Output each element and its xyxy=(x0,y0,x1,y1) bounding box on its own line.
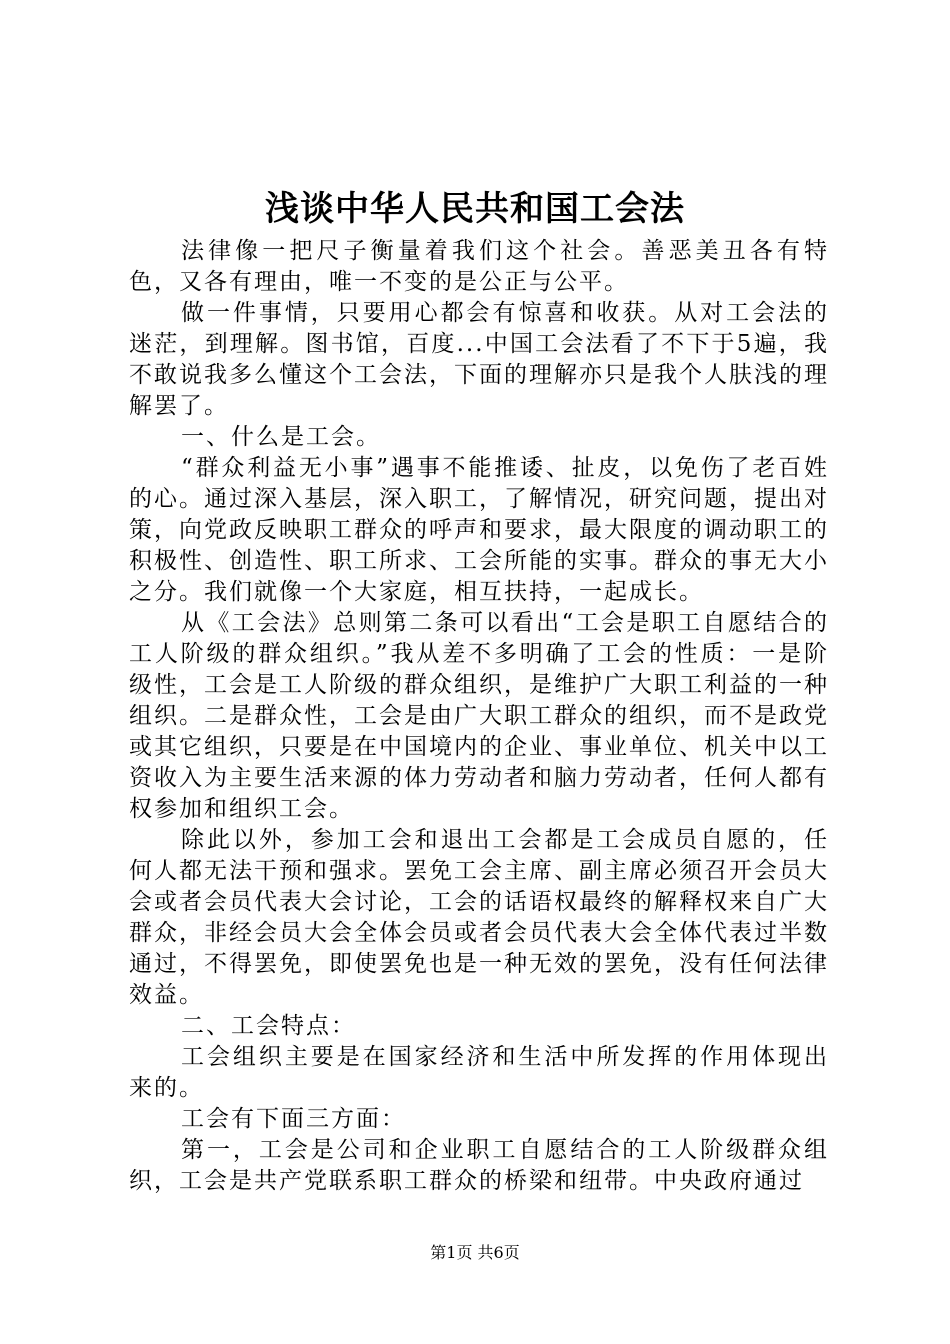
paragraph: 除此以外，参加工会和退出工会都是工会成员自愿的，任何人都无法干预和强求。罢免工会主席、副主席必须召开会员大会或者会员代表大会讨论，工会的话语权最终的解释权来自广大群众，非经会员大会全体会员或者会员代表大会全体代表过半数通过，不得罢免，即使罢免也是一种无效的罢免，没有任何法律效益。 xyxy=(129,827,829,1008)
paragraph: 工会有下面三方面： xyxy=(181,1106,406,1132)
paragraph: 法律像一把尺子衡量着我们这个社会。善恶美丑各有特色，又各有理由，唯一不变的是公正与公平。 xyxy=(129,238,829,295)
section-heading: 二、工会特点： xyxy=(181,1013,356,1039)
paragraph: 从《工会法》总则第二条可以看出“工会是职工自愿结合的工人阶级的群众组织。”我从差不多明确了工会的性质：一是阶级性，工会是工人阶级的群众组织，是维护广大职工利益的一种组织。二是群众性，工会是由广大职工群众的组织，而不是政党或其它组织，只要是在中国境内的企业、事业单位、机关中以工资收入为主要生活来源的体力劳动者和脑力劳动者，任何人都有权参加和组织工会。 xyxy=(129,610,829,822)
paragraph: 工会组织主要是在国家经济和生活中所发挥的作用体现出来的。 xyxy=(129,1044,829,1101)
page-footer: 第1页 共6页 xyxy=(430,1243,520,1262)
document-body xyxy=(129,236,829,1197)
paragraph: 做一件事情，只要用心都会有惊喜和收获。从对工会法的迷茫，到理解。图书馆，百度...中国工会法看了不下于5遍，我不敢说我多么懂这个工会法，下面的理解亦只是我个人肤浅的理解罢了。 xyxy=(129,300,829,419)
document-title: 浅谈中华人民共和国工会法 xyxy=(265,189,685,229)
section-heading: 一、什么是工会。 xyxy=(181,424,381,450)
paragraph: 第一，工会是公司和企业职工自愿结合的工人阶级群众组织，工会是共产党联系职工群众的桥梁和纽带。中央政府通过 xyxy=(129,1137,829,1194)
paragraph: “群众利益无小事”遇事不能推诿、扯皮，以免伤了老百姓的心。通过深入基层，深入职工，了解情况，研究问题，提出对策，向党政反映职工群众的呼声和要求，最大限度的调动职工的积极性、创造性、职工所求、工会所能的实事。群众的事无大小之分。我们就像一个大家庭，相互扶持，一起成长。 xyxy=(129,455,829,605)
